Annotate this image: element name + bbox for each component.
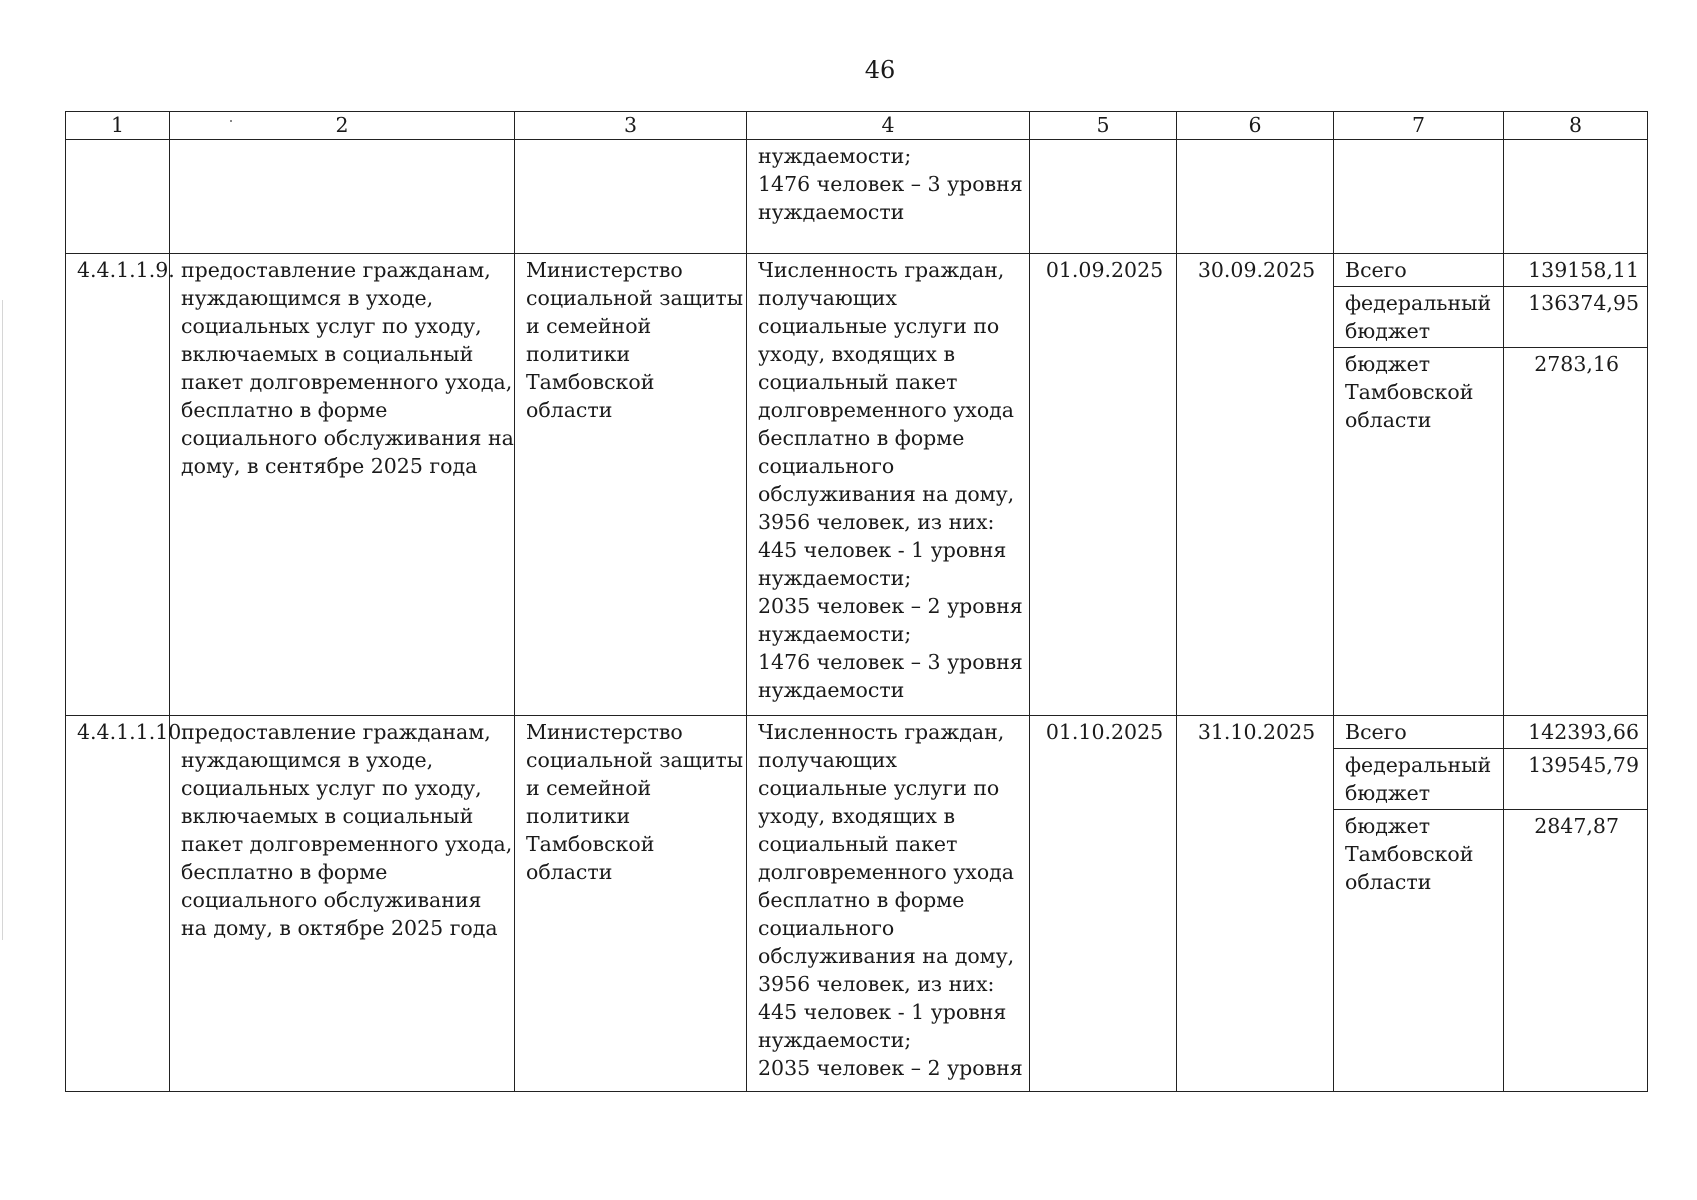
page-number: 46 (864, 56, 896, 84)
text-line: нуждающимся в уходе, (181, 286, 434, 310)
text-line: бюджет (1345, 319, 1431, 343)
funding-amount: 139158,11 (1504, 254, 1648, 287)
text-line: социального (758, 916, 895, 941)
text-line: федеральный (1345, 753, 1492, 778)
text-line: социального обслуживания (181, 888, 482, 913)
end-date: 31.10.2025 (1177, 716, 1334, 1092)
text-line: нуждаемости (758, 678, 905, 702)
text-line: области (1345, 408, 1432, 432)
text-line: бесплатно в форме (758, 426, 965, 450)
text-line: Всего (1345, 720, 1407, 745)
text-line: 3956 человек, из них: (758, 510, 995, 534)
text-line: и семейной (526, 314, 652, 338)
text-line: Всего (1345, 258, 1407, 282)
text-line: социальных услуг по уходу, (181, 314, 482, 338)
text-line: бесплатно в форме (181, 398, 388, 422)
funding-amount: 139545,79 (1504, 749, 1648, 810)
scan-edge-mark (2, 300, 3, 940)
text-line: предоставление гражданам, (181, 258, 491, 282)
text-line: области (1345, 870, 1432, 895)
text-line: 1476 человек – 3 уровня (758, 650, 1023, 674)
text-line: предоставление гражданам, (181, 720, 491, 745)
text-line: нуждаемости; (758, 1028, 912, 1053)
text-line: социальных услуг по уходу, (181, 776, 482, 801)
text-line: бюджет (1345, 814, 1431, 839)
column-number: 2 (170, 112, 515, 140)
table-row (66, 254, 1648, 287)
column-number: 8 (1504, 112, 1648, 140)
table-row (66, 716, 1648, 749)
indicator-cell (747, 716, 1030, 1092)
activity-cell (170, 716, 515, 1092)
text-line: бесплатно в форме (181, 860, 388, 885)
column-number: 6 (1177, 112, 1334, 140)
text-line: уходу, входящих в (758, 342, 956, 366)
text-line: получающих (758, 286, 897, 310)
continued-indicator-cell (747, 140, 1030, 254)
funding-amount: 142393,66 (1504, 716, 1648, 749)
text-line: политики (526, 342, 631, 366)
text-line: и семейной (526, 776, 652, 801)
executor-cell (515, 716, 747, 1092)
text-line: социальные услуги по (758, 776, 1000, 801)
text-line: области (526, 398, 613, 422)
text-line: на дому, в октябре 2025 года (181, 916, 498, 941)
funding-source (1334, 810, 1504, 1092)
executor-cell (515, 254, 747, 716)
funding-amount: 2847,87 (1504, 810, 1648, 1092)
cell-empty (1504, 140, 1648, 254)
start-date: 01.10.2025 (1030, 716, 1177, 1092)
text-line: дому, в сентябре 2025 года (181, 454, 478, 478)
funding-amount: 2783,16 (1504, 348, 1648, 716)
text-line: Численность граждан, (758, 720, 1005, 745)
indicator-cell (747, 254, 1030, 716)
funding-amount: 136374,95 (1504, 287, 1648, 348)
cell-empty (1030, 140, 1177, 254)
text-line: 445 человек - 1 уровня (758, 538, 1007, 562)
text-line: политики (526, 804, 631, 829)
funding-source (1334, 348, 1504, 716)
text-line: бесплатно в форме (758, 888, 965, 913)
text-line: включаемых в социальный (181, 342, 474, 366)
text-line: Министерство (526, 720, 683, 745)
text-line: социальные услуги по (758, 314, 1000, 338)
text-line: 3956 человек, из них: (758, 972, 995, 997)
cell-empty (515, 140, 747, 254)
column-number: 5 (1030, 112, 1177, 140)
text-line: нуждаемости (758, 200, 905, 224)
text-line: Тамбовской (1345, 380, 1474, 404)
item-number: 4.4.1.1.9. (66, 254, 170, 716)
text-line: 445 человек - 1 уровня (758, 1000, 1007, 1025)
text-line: нуждающимся в уходе, (181, 748, 434, 773)
activity-cell (170, 254, 515, 716)
cell-empty (1334, 140, 1504, 254)
text-line: пакет долговременного ухода, (181, 832, 513, 857)
text-line: включаемых в социальный (181, 804, 474, 829)
cell-empty (66, 140, 170, 254)
text-line: долговременного ухода (758, 860, 1015, 885)
funding-source (1334, 287, 1504, 348)
cell-empty (170, 140, 515, 254)
text-line: социального обслуживания на (181, 426, 514, 450)
text-line: Тамбовской (526, 832, 655, 857)
text-line: нуждаемости; (758, 144, 912, 168)
item-number: 4.4.1.1.10. (66, 716, 170, 1092)
column-number: 3 (515, 112, 747, 140)
text-line: обслуживания на дому, (758, 944, 1015, 969)
start-date: 01.09.2025 (1030, 254, 1177, 716)
text-line: Тамбовской (526, 370, 655, 394)
text-line: нуждаемости; (758, 566, 912, 590)
text-line: социальный пакет (758, 832, 958, 857)
funding-source (1334, 254, 1504, 287)
text-line: нуждаемости; (758, 622, 912, 646)
text-line: Министерство (526, 258, 683, 282)
text-line: 2035 человек – 2 уровня (758, 594, 1023, 618)
end-date: 30.09.2025 (1177, 254, 1334, 716)
text-line: 2035 человек – 2 уровня (758, 1056, 1023, 1081)
cell-empty (1177, 140, 1334, 254)
column-numbers-row (66, 112, 1648, 140)
funding-source (1334, 716, 1504, 749)
column-number: 4 (747, 112, 1030, 140)
text-line: бюджет (1345, 781, 1431, 806)
text-line: пакет долговременного ухода, (181, 370, 513, 394)
text-line: бюджет (1345, 352, 1431, 376)
scan-dot (230, 120, 232, 122)
plan-table (65, 111, 1648, 1092)
text-line: Тамбовской (1345, 842, 1474, 867)
column-number: 1 (66, 112, 170, 140)
text-line: социальной защиты (526, 748, 744, 773)
continuation-row (66, 140, 1648, 254)
text-line: социальной защиты (526, 286, 744, 310)
text-line: уходу, входящих в (758, 804, 956, 829)
text-line: социальный пакет (758, 370, 958, 394)
text-line: 1476 человек – 3 уровня (758, 172, 1023, 196)
text-line: Численность граждан, (758, 258, 1005, 282)
text-line: социального (758, 454, 895, 478)
column-number: 7 (1334, 112, 1504, 140)
text-line: обслуживания на дому, (758, 482, 1015, 506)
funding-source (1334, 749, 1504, 810)
text-line: долговременного ухода (758, 398, 1015, 422)
text-line: федеральный (1345, 291, 1492, 315)
text-line: области (526, 860, 613, 885)
text-line: получающих (758, 748, 897, 773)
